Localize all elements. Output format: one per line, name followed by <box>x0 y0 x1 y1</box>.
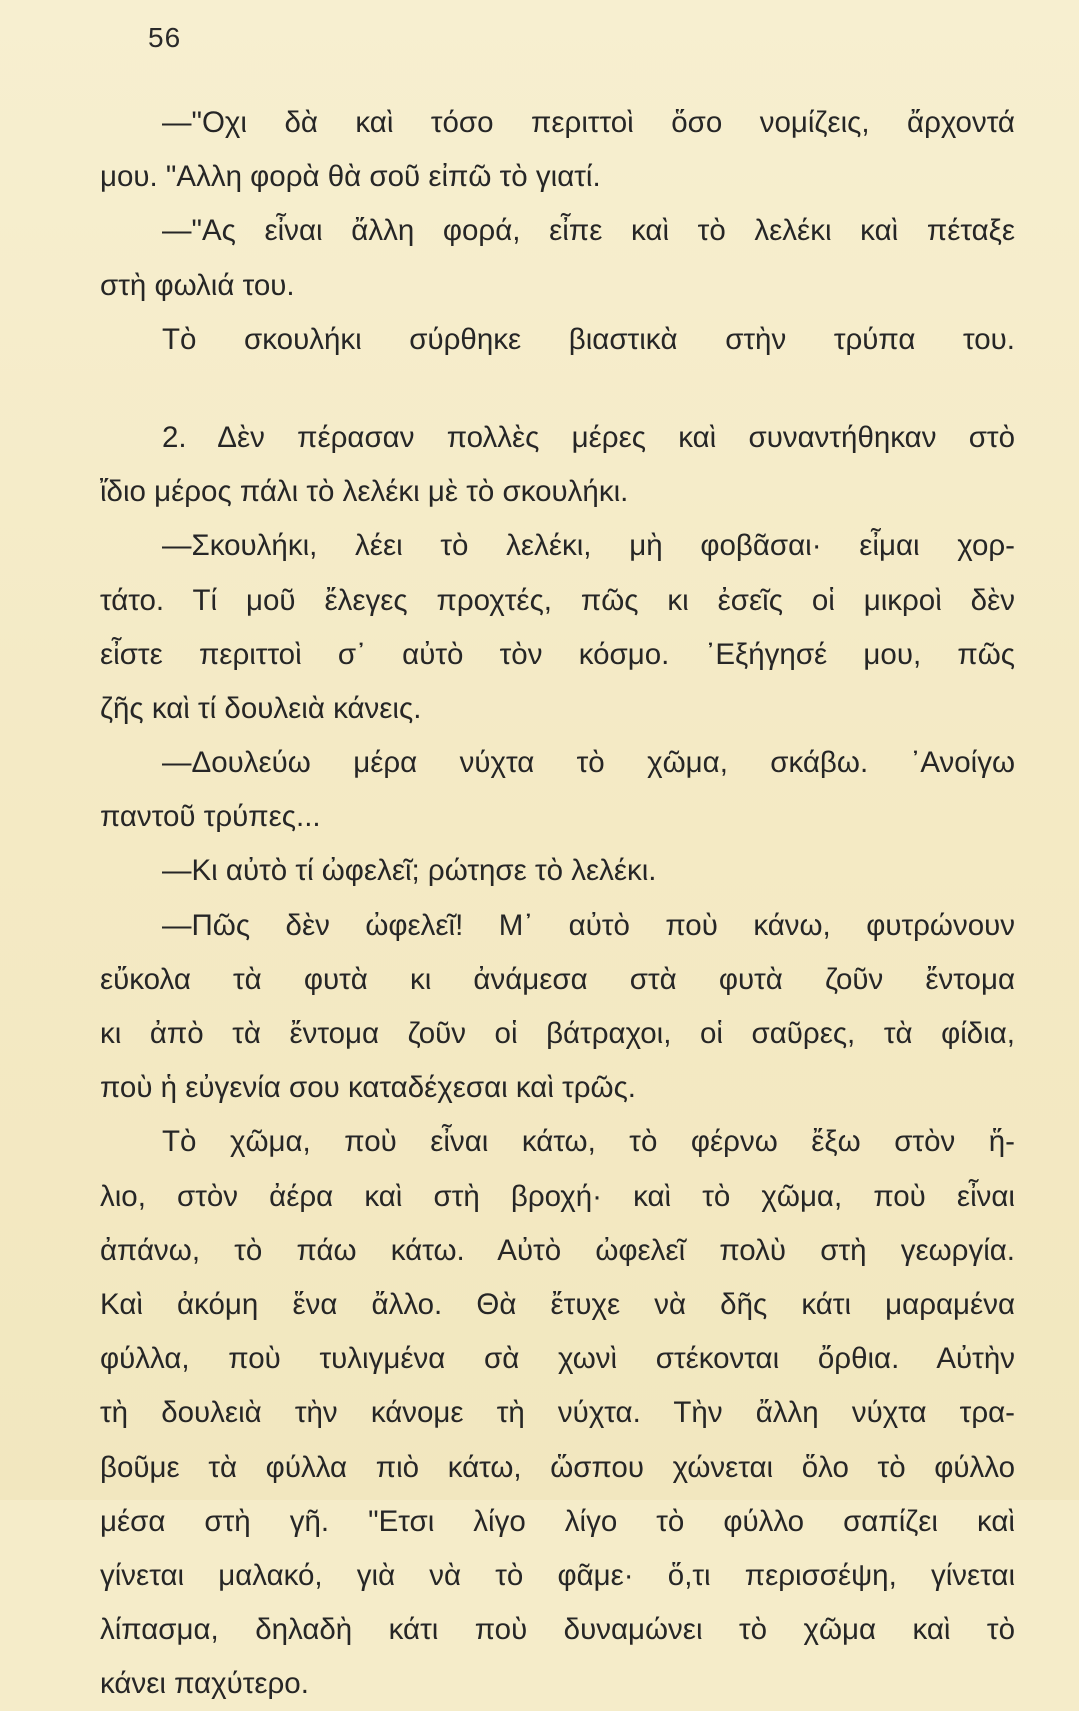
paragraph <box>100 519 1015 736</box>
paragraph <box>100 313 1015 367</box>
paragraph <box>100 899 1015 1116</box>
text-line: —Πῶς δὲν ὠφελεῖ! Μ᾽ αὐτὸ ποὺ κάνω, φυτρώνουν <box>162 908 1015 942</box>
text-line: φύλλα, ποὺ τυλιγμένα σὰ χωνὶ στέκονται ὄρθια. Αὐτὴν <box>100 1342 1015 1376</box>
text-line: εἶστε περιττοὶ σ᾽ αὐτὸ τὸν κόσμο. ᾽Εξήγησέ μου, πῶς <box>100 637 1015 671</box>
text-line: —Σκουλήκι, λέει τὸ λελέκι, μὴ φοβᾶσαι· εἶμαι χορ- <box>162 529 1015 563</box>
text-line: εὔκολα τὰ φυτὰ κι ἀνάμεσα στὰ φυτὰ ζοῦν ἔντομα <box>100 962 1015 996</box>
text-line: Καὶ ἀκόμη ἕνα ἄλλο. Θὰ ἔτυχε νὰ δῆς κάτι μαραμένα <box>100 1287 1015 1321</box>
text-line: Τὸ σκουλήκι σύρθηκε βιαστικὰ στὴν τρύπα του. <box>162 322 1015 356</box>
body-text <box>100 96 1015 1711</box>
text-line: κάνει παχύτερο. <box>100 1667 309 1701</box>
text-line: Τὸ χῶμα, ποὺ εἶναι κάτω, τὸ φέρνω ἔξω στὸν ἥ- <box>162 1125 1015 1159</box>
text-line: —Κι αὐτὸ τί ὠφελεῖ; ρώτησε τὸ λελέκι. <box>162 854 657 888</box>
text-line: παντοῦ τρύπες... <box>100 800 321 834</box>
paragraph <box>100 204 1015 312</box>
text-line: —"Οχι δὰ καὶ τόσο περιττοὶ ὅσο νομίζεις, ἄρχοντά <box>162 106 1015 139</box>
text-line: μου. "Αλλη φορὰ θὰ σοῦ εἰπῶ τὸ γιατί. <box>100 160 601 194</box>
text-line: ποὺ ἡ εὐγενία σου καταδέχεσαι καὶ τρῶς. <box>100 1071 636 1105</box>
text-line: —"Ας εἶναι ἄλλη φορά, εἶπε καὶ τὸ λελέκι καὶ πέταξε <box>162 214 1015 248</box>
text-line: ζῆς καὶ τί δουλειὰ κάνεις. <box>100 691 422 725</box>
paragraph <box>100 96 1015 204</box>
paragraph <box>100 844 1015 898</box>
text-line: κι ἀπὸ τὰ ἔντομα ζοῦν οἱ βάτραχοι, οἱ σαῦρες, τὰ φίδια, <box>100 1017 1015 1050</box>
text-line: τάτο. Τί μοῦ ἔλεγες προχτές, πῶς κι ἐσεῖς οἱ μικροὶ δὲν <box>100 583 1015 617</box>
text-line: βοῦμε τὰ φύλλα πιὸ κάτω, ὥσπου χώνεται ὅλο τὸ φύλλο <box>100 1450 1015 1484</box>
text-line: —Δουλεύω μέρα νύχτα τὸ χῶμα, σκάβω. ᾽Ανοίγω <box>162 746 1015 780</box>
text-line: 2. Δὲν πέρασαν πολλὲς μέρες καὶ συναντήθηκαν στὸ <box>162 420 1015 454</box>
text-line: ἀπάνω, τὸ πάω κάτω. Αὐτὸ ὠφελεῖ πολὺ στὴ γεωργία. <box>100 1233 1015 1267</box>
text-line: λίπασμα, δηλαδὴ κάτι ποὺ δυναμώνει τὸ χῶμα καὶ τὸ <box>100 1613 1015 1647</box>
text-line: ἴδιο μέρος πάλι τὸ λελέκι μὲ τὸ σκουλήκι. <box>100 475 629 509</box>
page-number: 56 <box>148 22 182 53</box>
text-line: τὴ δουλειὰ τὴν κάνομε τὴ νύχτα. Τὴν ἄλλη νύχτα τρα- <box>100 1396 1015 1430</box>
section-gap <box>100 367 1015 411</box>
paragraph <box>100 736 1015 844</box>
text-line: μέσα στὴ γῆ. "Ετσι λίγο λίγο τὸ φύλλο σαπίζει καὶ <box>100 1504 1015 1538</box>
text-line: λιο, στὸν ἀέρα καὶ στὴ βροχή· καὶ τὸ χῶμα, ποὺ εἶναι <box>100 1179 1015 1213</box>
text-line: στὴ φωλιά του. <box>100 268 295 302</box>
paragraph <box>100 411 1015 519</box>
paragraph <box>100 1115 1015 1711</box>
text-line: γίνεται μαλακό, γιὰ νὰ τὸ φᾶμε· ὅ,τι περισσέψη, γίνεται <box>100 1558 1015 1592</box>
